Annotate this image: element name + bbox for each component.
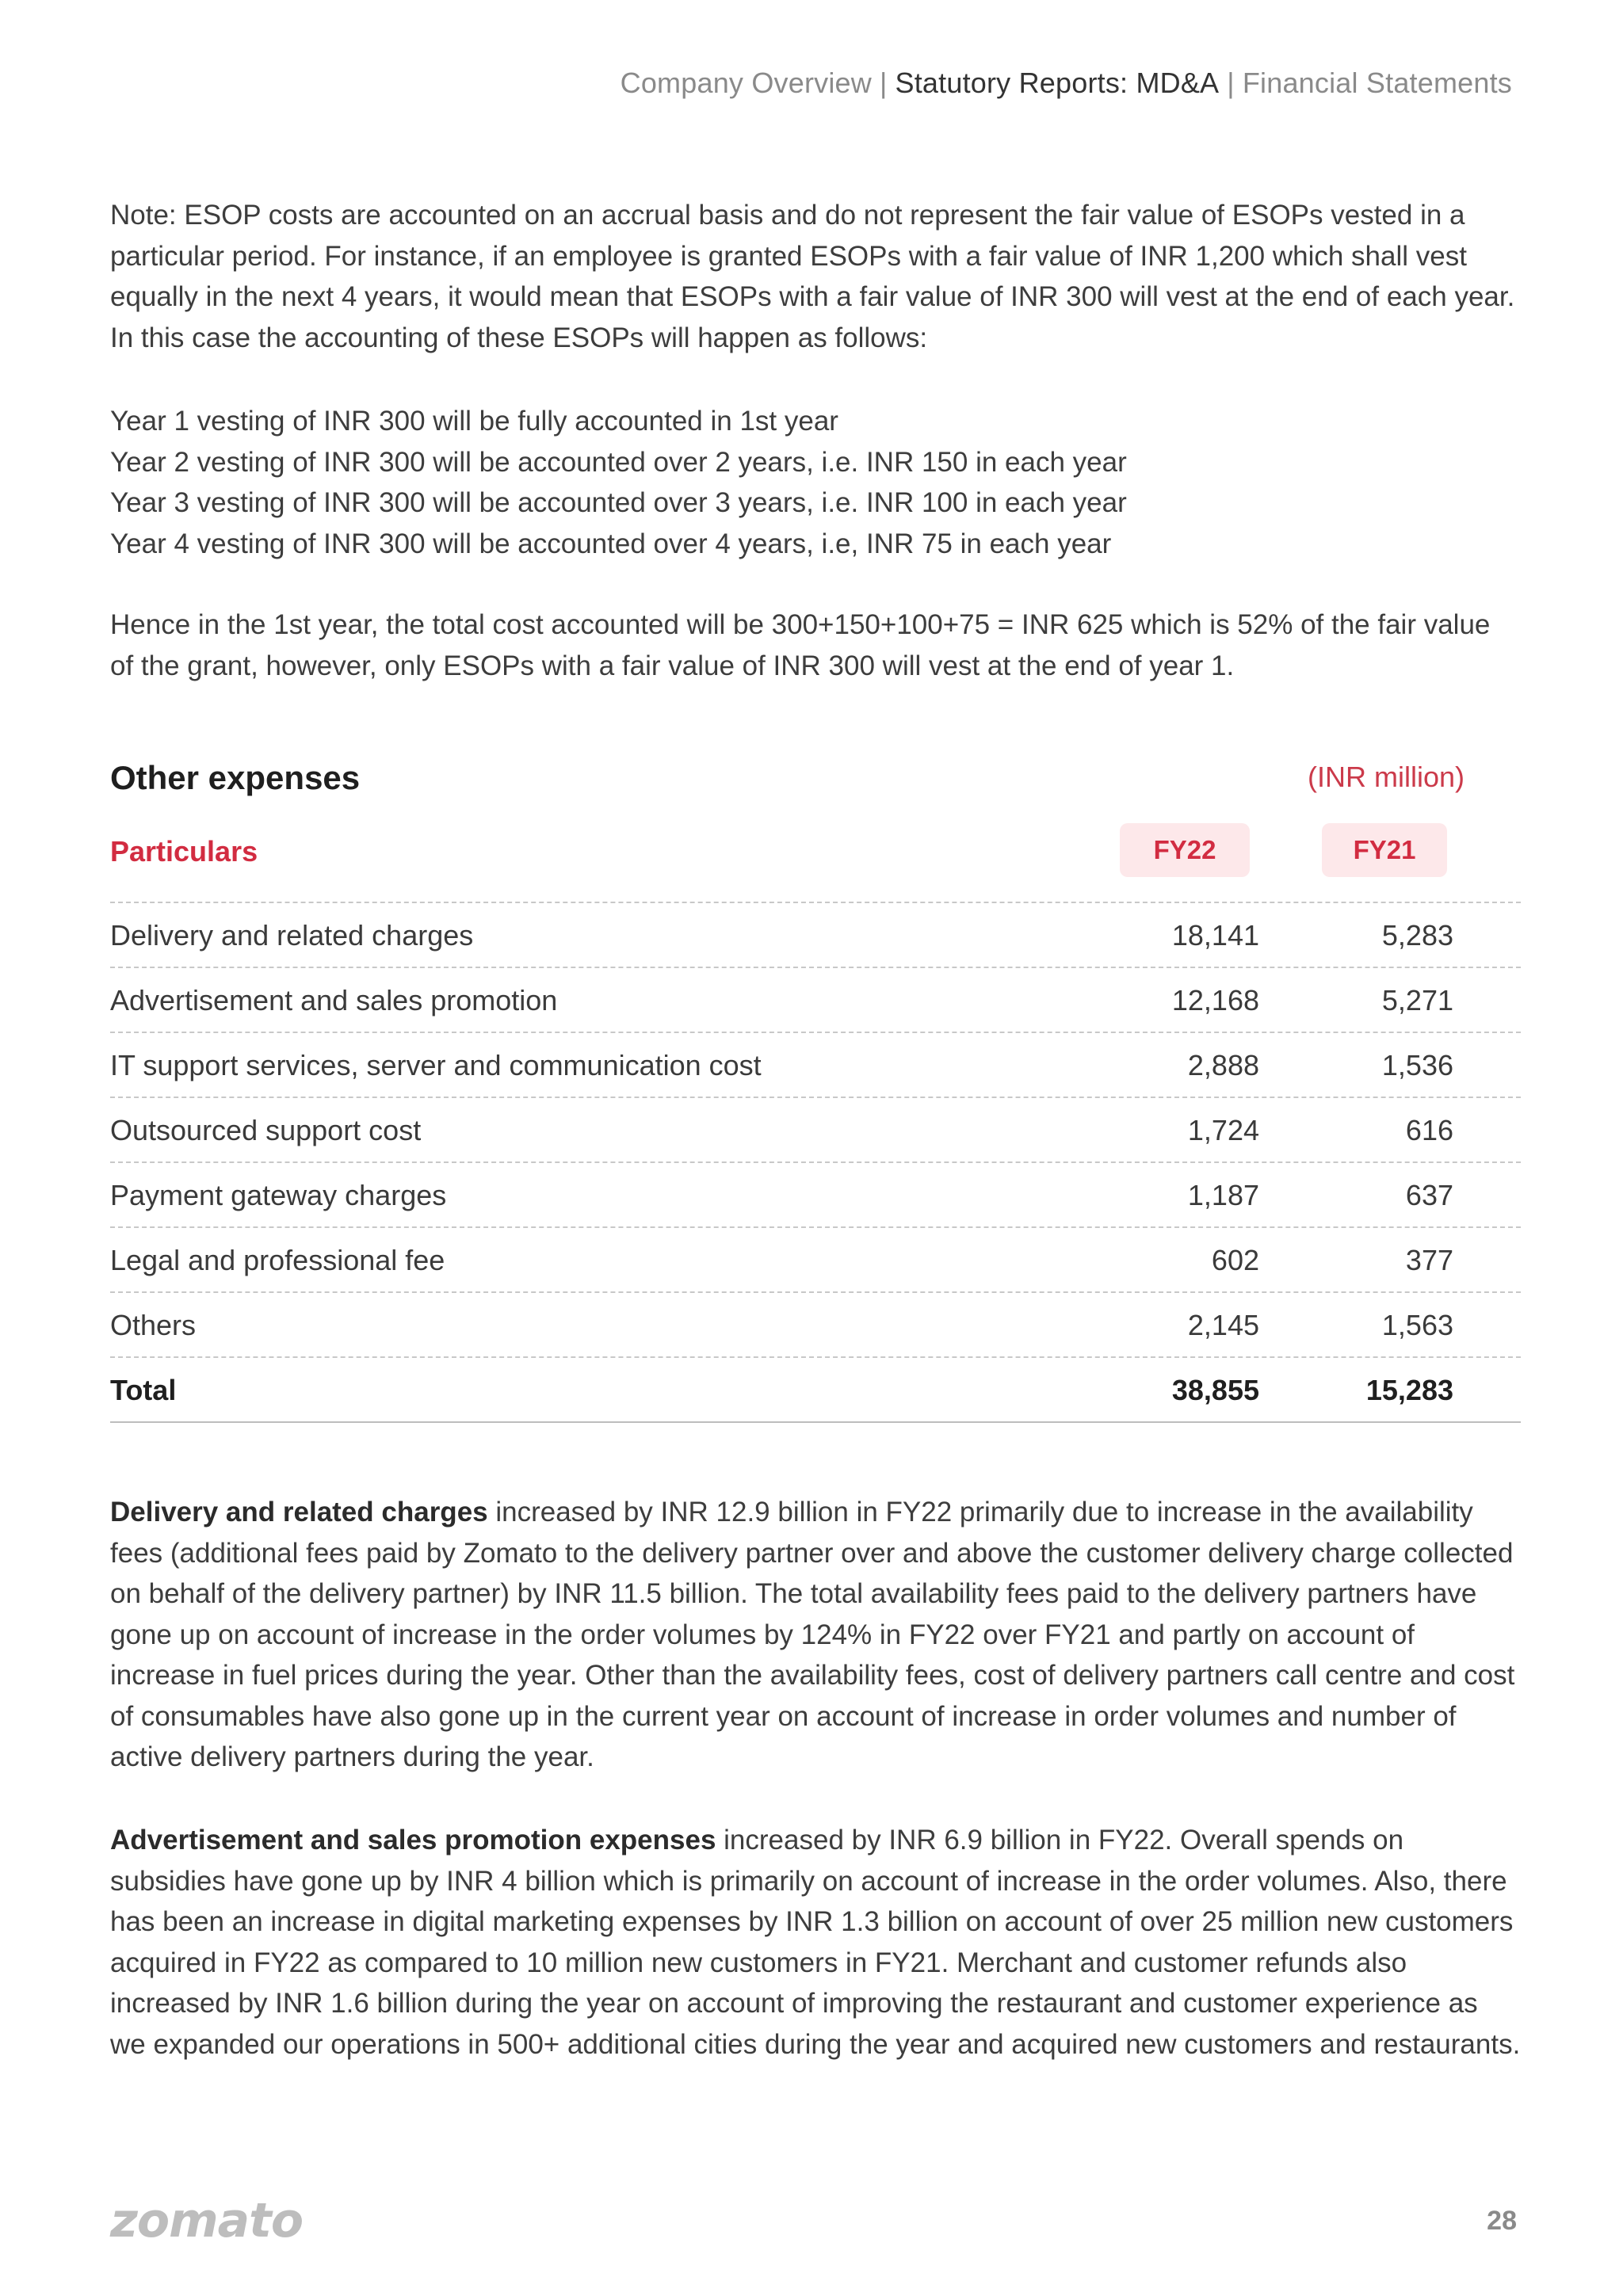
- nav-company-overview[interactable]: Company Overview: [620, 67, 872, 99]
- row-fy22-value: 2,888: [1187, 1049, 1259, 1081]
- row-fy22-value: 1,724: [1187, 1114, 1259, 1146]
- advertisement-heading: Advertisement and sales promotion expenses: [110, 1825, 716, 1855]
- nav-financial-statements[interactable]: Financial Statements: [1242, 67, 1512, 99]
- row-label: IT support services, server and communication cost: [110, 1049, 762, 1081]
- delivery-charges-paragraph: [110, 1492, 1521, 1778]
- row-fy22-value: 12,168: [1171, 984, 1259, 1016]
- delivery-charges-text: increased by INR 12.9 billion in FY22 primarily due to increase in the availability fees (additional fees paid by Zomato to the delivery partner over and above the customer delivery charge collected on behalf of the delivery partner) by INR 11.5 billion. The total availability fees paid to the delivery partners have gone up on account of increase in the order volumes by 124% in FY22 over FY21 and partly on account of increase in fuel prices during the year. Other than the availability fees, cost of delivery partners call centre and cost of consumables have also gone up in the current year on account of increase in order volumes and number of active delivery partners during the year.: [110, 1497, 1515, 1772]
- row-fy21-value: 1,536: [1381, 1049, 1453, 1081]
- delivery-charges-heading: Delivery and related charges: [110, 1497, 488, 1527]
- vesting-lines: [110, 401, 1127, 564]
- vesting-line: Year 4 vesting of INR 300 will be accounted over 4 years, i.e, INR 75 in each year: [110, 528, 1112, 559]
- table-row: [110, 1032, 1521, 1097]
- expenses-table: [110, 902, 1521, 1423]
- advertisement-text: increased by INR 6.9 billion in FY22. Overall spends on subsidies have gone up by INR 4 billion which is primarily on account of increase in the order volumes. Also, there has been an increase in digital marketing expenses by INR 1.3 billion on account of over 25 million new customers acquired in FY22 as compared to 10 million new customers in FY21. Merchant and customer refunds also increased by INR 1.6 billion during the year on account of improving the restaurant and customer experience as we expanded our operations in 500+ additional cities during the year and acquired new customers and restaurants.: [110, 1825, 1521, 2060]
- esop-note: Note: ESOP costs are accounted on an accrual basis and do not represent the fair value of ESOPs vested in a particular period. For instance, if an employee is granted ESOPs with a fair value of INR 1,200 which shall vest equally in the next 4 years, it would mean that ESOPs with a fair value of INR 300 will vest at the end of each year. In this case the accounting of these ESOPs will happen as follows:: [110, 200, 1515, 353]
- table-row: [110, 902, 1521, 967]
- table-row: [110, 1097, 1521, 1161]
- row-fy21-value: 637: [1405, 1179, 1453, 1211]
- table-title: Other expenses: [110, 759, 361, 796]
- nav-separator: |: [879, 67, 888, 99]
- row-fy22-value: 602: [1211, 1244, 1259, 1276]
- table-row: [110, 1226, 1521, 1291]
- row-fy22-value: 1,187: [1187, 1179, 1259, 1211]
- row-label: Advertisement and sales promotion: [110, 984, 558, 1016]
- row-label: Delivery and related charges: [110, 919, 474, 952]
- row-fy22-value: 18,141: [1171, 919, 1259, 952]
- table-row: [110, 967, 1521, 1032]
- row-fy21-value: 1,563: [1381, 1309, 1453, 1341]
- column-header-fy22: FY22: [1120, 823, 1250, 877]
- total-label: Total: [110, 1374, 177, 1406]
- header-nav: [621, 67, 1512, 100]
- row-fy21-value: 616: [1405, 1114, 1453, 1146]
- column-header-fy21: FY21: [1322, 823, 1447, 877]
- zomato-logo: zomato: [110, 2193, 304, 2248]
- row-label: Outsourced support cost: [110, 1114, 422, 1146]
- vesting-line: Year 3 vesting of INR 300 will be accounted over 3 years, i.e. INR 100 in each year: [110, 487, 1127, 518]
- table-row: [110, 1291, 1521, 1356]
- row-label: Legal and professional fee: [110, 1244, 445, 1276]
- nav-separator: |: [1227, 67, 1235, 99]
- row-label: Others: [110, 1309, 197, 1341]
- vesting-line: Year 1 vesting of INR 300 will be fully accounted in 1st year: [110, 406, 838, 437]
- row-fy22-value: 2,145: [1187, 1309, 1259, 1341]
- total-fy21-value: 15,283: [1365, 1374, 1453, 1406]
- row-fy21-value: 5,283: [1381, 919, 1453, 952]
- particulars-header: Particulars: [110, 835, 258, 868]
- nav-statutory-reports[interactable]: Statutory Reports: MD&A: [895, 67, 1220, 99]
- vesting-line: Year 2 vesting of INR 300 will be accounted over 2 years, i.e. INR 150 in each year: [110, 446, 1127, 478]
- total-fy22-value: 38,855: [1171, 1374, 1259, 1406]
- row-fy21-value: 5,271: [1381, 984, 1453, 1016]
- unit-label: (INR million): [1308, 761, 1465, 793]
- row-fy21-value: 377: [1405, 1244, 1453, 1276]
- hence-paragraph: Hence in the 1st year, the total cost accounted will be 300+150+100+75 = INR 625 which is 52% of the fair value of the grant, however, only ESOPs with a fair value of INR 300 will vest at the end of year 1.: [110, 609, 1491, 681]
- row-label: Payment gateway charges: [110, 1179, 447, 1211]
- total-row: [110, 1356, 1521, 1423]
- table-row: [110, 1161, 1521, 1226]
- advertisement-paragraph: [110, 1820, 1521, 2065]
- page-number: 28: [1487, 2206, 1517, 2236]
